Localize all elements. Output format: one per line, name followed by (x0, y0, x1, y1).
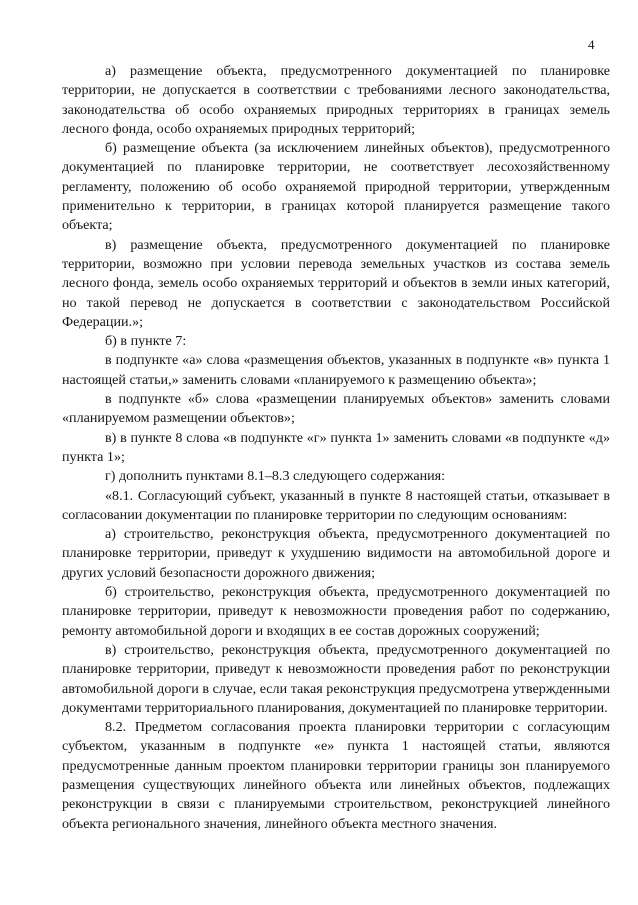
paragraph-ground-v-reconstruction: в) строительство, реконструкция объекта, предусмотренного документацией по планировке территории, приведут к невозможности проведения работ по реконструкции автомобильной дороги в случае, если такая реконструкция предусмотрена утвержденными документами территориального планирования, документацией по планировке территории. (62, 641, 610, 716)
paragraph-point-7-heading: б) в пункте 7: (105, 333, 187, 350)
paragraph-add-points-heading: г) дополнить пунктами 8.1–8.3 следующего содержания: (105, 468, 446, 485)
paragraph-item-v-land-transfer: в) размещение объекта, предусмотренного документацией по планировке территории, возможно при условии перевода земельных участков из состава земель лесного фонда, земель особо охраняемых территорий и объектов в земли иных категорий, но такой перевод не допускается в соответствии с законодательством Российской Федерации.»; (62, 236, 610, 330)
paragraph-subpoint-b-amendment: в подпункте «б» слова «размещении планируемых объектов» заменить словами «планируемом размещении объектов»; (62, 391, 610, 427)
document-body (62, 62, 610, 834)
page-number: 4 (588, 37, 595, 52)
paragraph-ground-b-maintenance: б) строительство, реконструкция объекта, предусмотренного документацией по планировке территории, приведут к невозможности проведения работ по содержанию, ремонту автомобильной дороги и входящих в ее состав дорожных сооружений; (62, 584, 610, 639)
paragraph-point-8-amendment: в) в пункте 8 слова «в подпункте «г» пункта 1» заменить словами «в подпункте «д» пункта 1»; (62, 429, 610, 465)
paragraph-point-8-1: «8.1. Согласующий субъект, указанный в пункте 8 настоящей статьи, отказывает в согласовании документации по планировке территории по следующим основаниям: (62, 487, 610, 523)
paragraph-item-a-forest-land: а) размещение объекта, предусмотренного документацией по планировке территории, не допускается в соответствии с требованиями лесного законодательства, законодательства об особо охраняемых природных территориях в границах земель лесного фонда, особо охраняемых природных территорий; (62, 63, 610, 137)
paragraph-point-8-2: 8.2. Предметом согласования проекта планировки территории с согласующим субъектом, указанным в подпункте «е» пункта 1 настоящей статьи, являются предусмотренные данным проектом планировки территории границы зон планируемого размещения существующих линейного объекта или линейных объектов, подлежащих реконструкции в связи с планируемыми строительством, реконструкцией линейного объекта регионального значения, линейного объекта местного значения. (62, 719, 610, 832)
paragraph-item-b-forest-regulation: б) размещение объекта (за исключением линейных объектов), предусмотренного документацией по планировке территории, не соответствует лесохозяйственному регламенту, положению об особо охраняемой природной территории, утвержденным применительно к территории, в границах которой планируется размещение такого объекта; (62, 140, 610, 234)
paragraph-subpoint-a-amendment: в подпункте «а» слова «размещения объектов, указанных в подпункте «в» пункта 1 настоящей статьи,» заменить словами «планируемого к размещению объекта»; (62, 352, 610, 388)
paragraph-ground-a-visibility: а) строительство, реконструкция объекта, предусмотренного документацией по планировке территории, приведут к ухудшению видимости на автомобильной дороге и других условий безопасности дорожного движения; (62, 526, 610, 581)
